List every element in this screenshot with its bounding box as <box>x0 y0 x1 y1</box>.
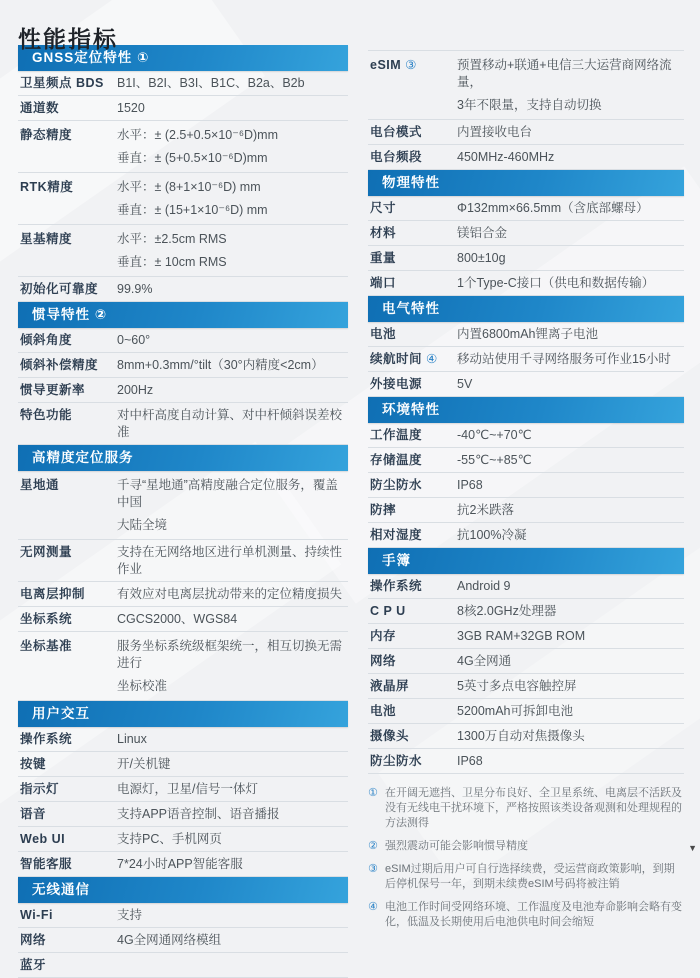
footnote <box>368 862 684 892</box>
spec-label-text: 操作系统 <box>370 579 423 593</box>
spec-label <box>18 477 117 494</box>
spec-label <box>18 231 117 248</box>
spec-label <box>18 756 117 773</box>
spec-label-text: 静态精度 <box>20 128 73 142</box>
spec-label-text: 智能客服 <box>20 857 73 871</box>
spec-value: Linux <box>117 732 147 746</box>
spec-label <box>368 149 457 166</box>
spec-value: 水平：± (8+1×10⁻⁶D) mm <box>117 180 261 194</box>
spec-values <box>457 628 684 645</box>
spec-label-text: 倾斜补偿精度 <box>20 358 99 372</box>
spec-label <box>18 806 117 823</box>
spec-values <box>457 678 684 695</box>
spec-value: 预置移动+联通+电信三大运营商网络流量， <box>457 58 672 89</box>
spec-value: IP68 <box>457 478 483 492</box>
spec-label <box>368 678 457 695</box>
spec-label <box>18 586 117 603</box>
footnote-text: eSIM过期后用户可自行选择续费，受运营商政策影响，到期后停机保号一年，到期未续费eSIM号码将被注销 <box>385 863 675 890</box>
spec-row <box>368 120 684 145</box>
spec-label <box>368 124 457 141</box>
spec-label <box>368 326 457 343</box>
spec-value: 8mm+0.3mm/°tilt（30°内精度<2cm） <box>117 358 324 372</box>
spec-label-text: 电离层抑制 <box>20 587 86 601</box>
spec-label-text: 电池 <box>370 327 397 341</box>
spec-row <box>18 607 348 632</box>
spec-label-text: 重量 <box>370 251 397 265</box>
spec-values <box>117 781 348 798</box>
footnote-ref-marker: ④ <box>425 352 438 366</box>
spec-value: 5200mAh可拆卸电池 <box>457 704 574 718</box>
spec-row <box>368 749 684 774</box>
spec-row <box>18 277 348 302</box>
spec-values <box>117 407 348 441</box>
spec-row <box>18 225 348 277</box>
spec-label-text: 特色功能 <box>20 408 73 422</box>
spec-row <box>368 423 684 448</box>
spec-label <box>368 628 457 645</box>
spec-label <box>368 502 457 519</box>
spec-row <box>18 752 348 777</box>
spec-label-text: RTK精度 <box>20 180 74 194</box>
spec-row <box>368 699 684 724</box>
spec-label <box>368 250 457 267</box>
spec-value: 3GB RAM+32GB ROM <box>457 629 586 643</box>
spec-label-text: 相对湿度 <box>370 528 423 542</box>
spec-value: 4G全网通网络模组 <box>117 933 222 947</box>
footnote <box>368 839 684 854</box>
spec-label-text: 续航时间 <box>370 352 426 366</box>
spec-label-text: 尺寸 <box>370 201 397 215</box>
spec-values <box>117 907 348 924</box>
spec-value: 0~60° <box>117 333 151 347</box>
spec-row <box>368 221 684 246</box>
footnote <box>368 900 684 930</box>
spec-label <box>18 382 117 399</box>
spec-values <box>457 427 684 444</box>
section <box>18 445 348 701</box>
spec-label-text: 电台模式 <box>370 125 423 139</box>
spec-label-text: 坐标基准 <box>20 639 73 653</box>
spec-value: 大陆全境 <box>117 518 168 532</box>
spec-label <box>368 225 457 242</box>
spec-label-text: 语音 <box>20 807 47 821</box>
spec-label <box>18 781 117 798</box>
spec-label-text: 电池 <box>370 704 397 718</box>
spec-label <box>18 831 117 848</box>
spec-label <box>18 127 117 144</box>
section-header: 物理特性 <box>368 170 684 196</box>
spec-label-text: 惯导更新率 <box>20 383 86 397</box>
section-header: 惯导特性 ② <box>18 302 348 328</box>
spec-row <box>368 724 684 749</box>
spec-label <box>18 638 117 655</box>
spec-value: 垂直：± 10cm RMS <box>117 255 227 269</box>
section <box>368 296 684 397</box>
footnote-text: 电池工作时间受网络环境、工作温度及电池寿命影响会略有变化，低温及长期使用后电池供电时间会缩短 <box>385 901 682 928</box>
spec-label <box>18 281 117 298</box>
spec-value: Φ132mm×66.5mm（含底部螺母） <box>457 201 649 215</box>
spec-values <box>117 756 348 773</box>
spec-value: 水平：±2.5cm RMS <box>117 232 227 246</box>
spec-values <box>457 149 684 166</box>
spec-values <box>457 376 684 393</box>
spec-row <box>368 674 684 699</box>
spec-row <box>18 173 348 225</box>
spec-row <box>368 196 684 221</box>
spec-row <box>18 903 348 928</box>
spec-label-text: 坐标系统 <box>20 612 73 626</box>
spec-label-text: 防摔 <box>370 503 397 517</box>
spec-values <box>457 578 684 595</box>
footnotes <box>368 786 684 930</box>
spec-value: 1300万自动对焦摄像头 <box>457 729 585 743</box>
spec-row <box>18 121 348 173</box>
page-title: 性能指标 <box>18 26 118 53</box>
spec-value: 千寻“星地通”高精度融合定位服务，覆盖中国 <box>117 478 338 509</box>
spec-value: B1I、B2I、B3I、B1C、B2a、B2b <box>117 76 305 90</box>
spec-row <box>18 632 348 701</box>
spec-label <box>368 275 457 292</box>
spec-value: 450MHz-460MHz <box>457 150 555 164</box>
spec-values <box>117 357 348 374</box>
spec-values <box>117 856 348 873</box>
spec-label <box>368 57 457 74</box>
footnote-marker: ① <box>368 787 378 799</box>
spec-value: -40℃~+70℃ <box>457 428 532 442</box>
spec-label-text: 星基精度 <box>20 232 73 246</box>
spec-value: 垂直：± (5+0.5×10⁻⁶D)mm <box>117 151 268 165</box>
spec-values <box>457 250 684 267</box>
footnote-text: 强烈震动可能会影响惯导精度 <box>385 840 528 852</box>
spec-value: 垂直：± (15+1×10⁻⁶D) mm <box>117 203 268 217</box>
spec-value: 坐标校准 <box>117 679 168 693</box>
spec-value: IP68 <box>457 754 483 768</box>
spec-values <box>117 127 348 167</box>
spec-row <box>18 403 348 445</box>
spec-value: 7*24小时APP智能客服 <box>117 857 243 871</box>
spec-label-text: 内存 <box>370 629 397 643</box>
spec-value: 开/关机键 <box>117 757 171 771</box>
spec-value: 对中杆高度自动计算、对中杆倾斜误差校准 <box>117 408 343 439</box>
spec-label-text: 端口 <box>370 276 397 290</box>
spec-values <box>117 544 348 578</box>
spec-row <box>368 322 684 347</box>
spec-label-text: 指示灯 <box>20 782 60 796</box>
spec-values <box>117 382 348 399</box>
spec-row <box>368 271 684 296</box>
spec-row <box>368 649 684 674</box>
spec-label <box>18 957 117 974</box>
spec-label-text: 液晶屏 <box>370 679 410 693</box>
spec-row <box>18 353 348 378</box>
spec-label <box>18 856 117 873</box>
spec-label-text: Wi-Fi <box>20 908 53 922</box>
spec-value: 8核2.0GHz处理器 <box>457 604 557 618</box>
spec-label-text: 初始化可靠度 <box>20 282 99 296</box>
spec-row <box>368 574 684 599</box>
spec-value: 抗2米跌落 <box>457 503 514 517</box>
spec-value: 200Hz <box>117 383 154 397</box>
spec-label <box>368 728 457 745</box>
spec-values <box>457 326 684 343</box>
left-column <box>18 45 348 978</box>
spec-label <box>18 332 117 349</box>
spec-value: 支持PC、手机网页 <box>117 832 222 846</box>
spec-label-text: 工作温度 <box>370 428 423 442</box>
spec-values <box>117 100 348 117</box>
spec-values <box>457 728 684 745</box>
spec-value: 支持在无网络地区进行单机测量、持续性作业 <box>117 545 343 576</box>
spec-row <box>18 827 348 852</box>
spec-values <box>117 281 348 298</box>
section-header: 无线通信 <box>18 877 348 903</box>
spec-values <box>117 332 348 349</box>
spec-value: 1个Type-C接口（供电和数据传输） <box>457 276 655 290</box>
spec-values <box>457 452 684 469</box>
section <box>18 701 348 877</box>
spec-label <box>18 932 117 949</box>
spec-label-text: 操作系统 <box>20 732 73 746</box>
spec-label-text: 网络 <box>370 654 397 668</box>
spec-label <box>18 75 117 92</box>
spec-row <box>368 523 684 548</box>
spec-label-text: 卫星频点 BDS <box>20 76 104 90</box>
spec-values <box>457 225 684 242</box>
spec-row <box>368 599 684 624</box>
spec-values <box>117 638 348 695</box>
spec-label <box>18 100 117 117</box>
spec-label <box>368 603 457 620</box>
spec-value: 内置6800mAh锂离子电池 <box>457 327 599 341</box>
spec-values <box>457 653 684 670</box>
spec-value: 服务坐标系统级框架统一，相互切换无需进行 <box>117 639 343 670</box>
spec-value: 水平：± (2.5+0.5×10⁻⁶D)mm <box>117 128 279 142</box>
spec-values <box>117 477 348 534</box>
footnote-text: 在开阔无遮挡、卫星分布良好、全卫星系统、电离层不活跃及没有无线电干扰环境下，严格按照该类设备观测和处理规程的方法测得 <box>385 787 682 829</box>
spec-values <box>117 75 348 92</box>
spec-values <box>117 932 348 949</box>
spec-value: 5英寸多点电容触控屏 <box>457 679 577 693</box>
spec-values <box>457 57 684 114</box>
section <box>368 170 684 296</box>
spec-row <box>368 145 684 170</box>
spec-label <box>18 731 117 748</box>
spec-label <box>18 544 117 561</box>
section <box>368 548 684 774</box>
spec-value: 支持APP语音控制、语音播报 <box>117 807 280 821</box>
spec-label <box>18 611 117 628</box>
spec-value: 800±10g <box>457 251 506 265</box>
spec-values <box>457 200 684 217</box>
section <box>368 50 684 170</box>
spec-label-text: 无网测量 <box>20 545 73 559</box>
spec-label-text: 防尘防水 <box>370 478 423 492</box>
spec-values <box>457 527 684 544</box>
section-header: 用户交互 <box>18 701 348 727</box>
scroll-indicator-icon: ▼ <box>688 843 697 853</box>
section-header: 环境特性 <box>368 397 684 423</box>
spec-values <box>117 806 348 823</box>
spec-values <box>457 703 684 720</box>
footnote <box>368 786 684 831</box>
spec-value: Android 9 <box>457 579 511 593</box>
spec-row <box>18 471 348 540</box>
spec-value: -55℃~+85℃ <box>457 453 532 467</box>
spec-row <box>368 448 684 473</box>
spec-value: 抗100%冷凝 <box>457 528 527 542</box>
spec-row <box>18 802 348 827</box>
spec-label <box>18 907 117 924</box>
spec-label-text: eSIM <box>370 58 406 72</box>
spec-values <box>457 502 684 519</box>
spec-label <box>18 407 117 424</box>
spec-values <box>457 603 684 620</box>
spec-value: 5V <box>457 377 473 391</box>
spec-label <box>18 357 117 374</box>
footnote-marker: ④ <box>368 901 378 913</box>
section-header: 手簿 <box>368 548 684 574</box>
spec-label <box>368 477 457 494</box>
spec-value: 3年不限量，支持自动切换 <box>457 98 602 112</box>
spec-value: 电源灯，卫星/信号一体灯 <box>117 782 258 796</box>
footnote-marker: ③ <box>368 863 378 875</box>
spec-row <box>368 498 684 523</box>
spec-value: 1520 <box>117 101 145 115</box>
spec-values <box>117 731 348 748</box>
spec-label <box>368 527 457 544</box>
spec-row <box>18 953 348 978</box>
spec-label-text: 摄像头 <box>370 729 410 743</box>
spec-label <box>368 703 457 720</box>
spec-label <box>368 653 457 670</box>
section <box>18 877 348 978</box>
spec-row <box>368 372 684 397</box>
footnote-marker: ② <box>368 840 378 852</box>
spec-row <box>368 624 684 649</box>
spec-values <box>457 275 684 292</box>
section-header: 电气特性 <box>368 296 684 322</box>
spec-row <box>18 727 348 752</box>
spec-values <box>457 477 684 494</box>
spec-label-text: 材料 <box>370 226 397 240</box>
spec-row <box>368 50 684 120</box>
spec-value: 镁铝合金 <box>457 226 508 240</box>
section <box>18 45 348 302</box>
spec-values <box>457 351 684 368</box>
spec-row <box>18 928 348 953</box>
spec-value: CGCS2000、WGS84 <box>117 612 238 626</box>
spec-row <box>18 71 348 96</box>
spec-value: 移动站使用千寻网络服务可作业15小时 <box>457 352 671 366</box>
spec-row <box>18 777 348 802</box>
spec-label-text: 网络 <box>20 933 47 947</box>
spec-value: 99.9% <box>117 282 153 296</box>
spec-label <box>368 351 457 368</box>
spec-label-text: 蓝牙 <box>20 958 47 972</box>
spec-label-text: 按键 <box>20 757 47 771</box>
spec-label <box>368 753 457 770</box>
spec-row <box>368 473 684 498</box>
spec-label-text: 防尘防水 <box>370 754 423 768</box>
spec-label-text: 星地通 <box>20 478 60 492</box>
spec-label <box>368 427 457 444</box>
spec-row <box>18 582 348 607</box>
spec-label-text: 通道数 <box>20 101 60 115</box>
section <box>18 302 348 445</box>
spec-label <box>368 452 457 469</box>
spec-values <box>117 586 348 603</box>
spec-label <box>368 578 457 595</box>
spec-row <box>18 328 348 353</box>
spec-values <box>457 124 684 141</box>
spec-values <box>117 611 348 628</box>
right-column <box>368 50 684 938</box>
spec-label <box>18 179 117 196</box>
spec-label-text: 倾斜角度 <box>20 333 73 347</box>
spec-label-text: Web UI <box>20 832 66 846</box>
section-header: 高精度定位服务 <box>18 445 348 471</box>
spec-value: 4G全网通 <box>457 654 512 668</box>
spec-value: 有效应对电离层扰动带来的定位精度损失 <box>117 587 343 601</box>
footnote-ref-marker: ③ <box>405 58 417 72</box>
spec-value: 内置接收电台 <box>457 125 533 139</box>
section <box>368 397 684 548</box>
spec-row <box>18 378 348 403</box>
section-header: GNSS定位特性 ① <box>18 45 348 71</box>
spec-values <box>117 831 348 848</box>
spec-label-text: 电台频段 <box>370 150 423 164</box>
spec-label-text: C P U <box>370 604 406 618</box>
spec-row <box>18 96 348 121</box>
spec-label-text: 存储温度 <box>370 453 423 467</box>
spec-row <box>368 246 684 271</box>
spec-row <box>368 347 684 372</box>
spec-label <box>368 200 457 217</box>
spec-label <box>368 376 457 393</box>
spec-row <box>18 540 348 582</box>
spec-label-text: 外接电源 <box>370 377 423 391</box>
spec-value: 支持 <box>117 908 143 922</box>
spec-values <box>457 753 684 770</box>
spec-values <box>117 179 348 219</box>
spec-values <box>117 231 348 271</box>
